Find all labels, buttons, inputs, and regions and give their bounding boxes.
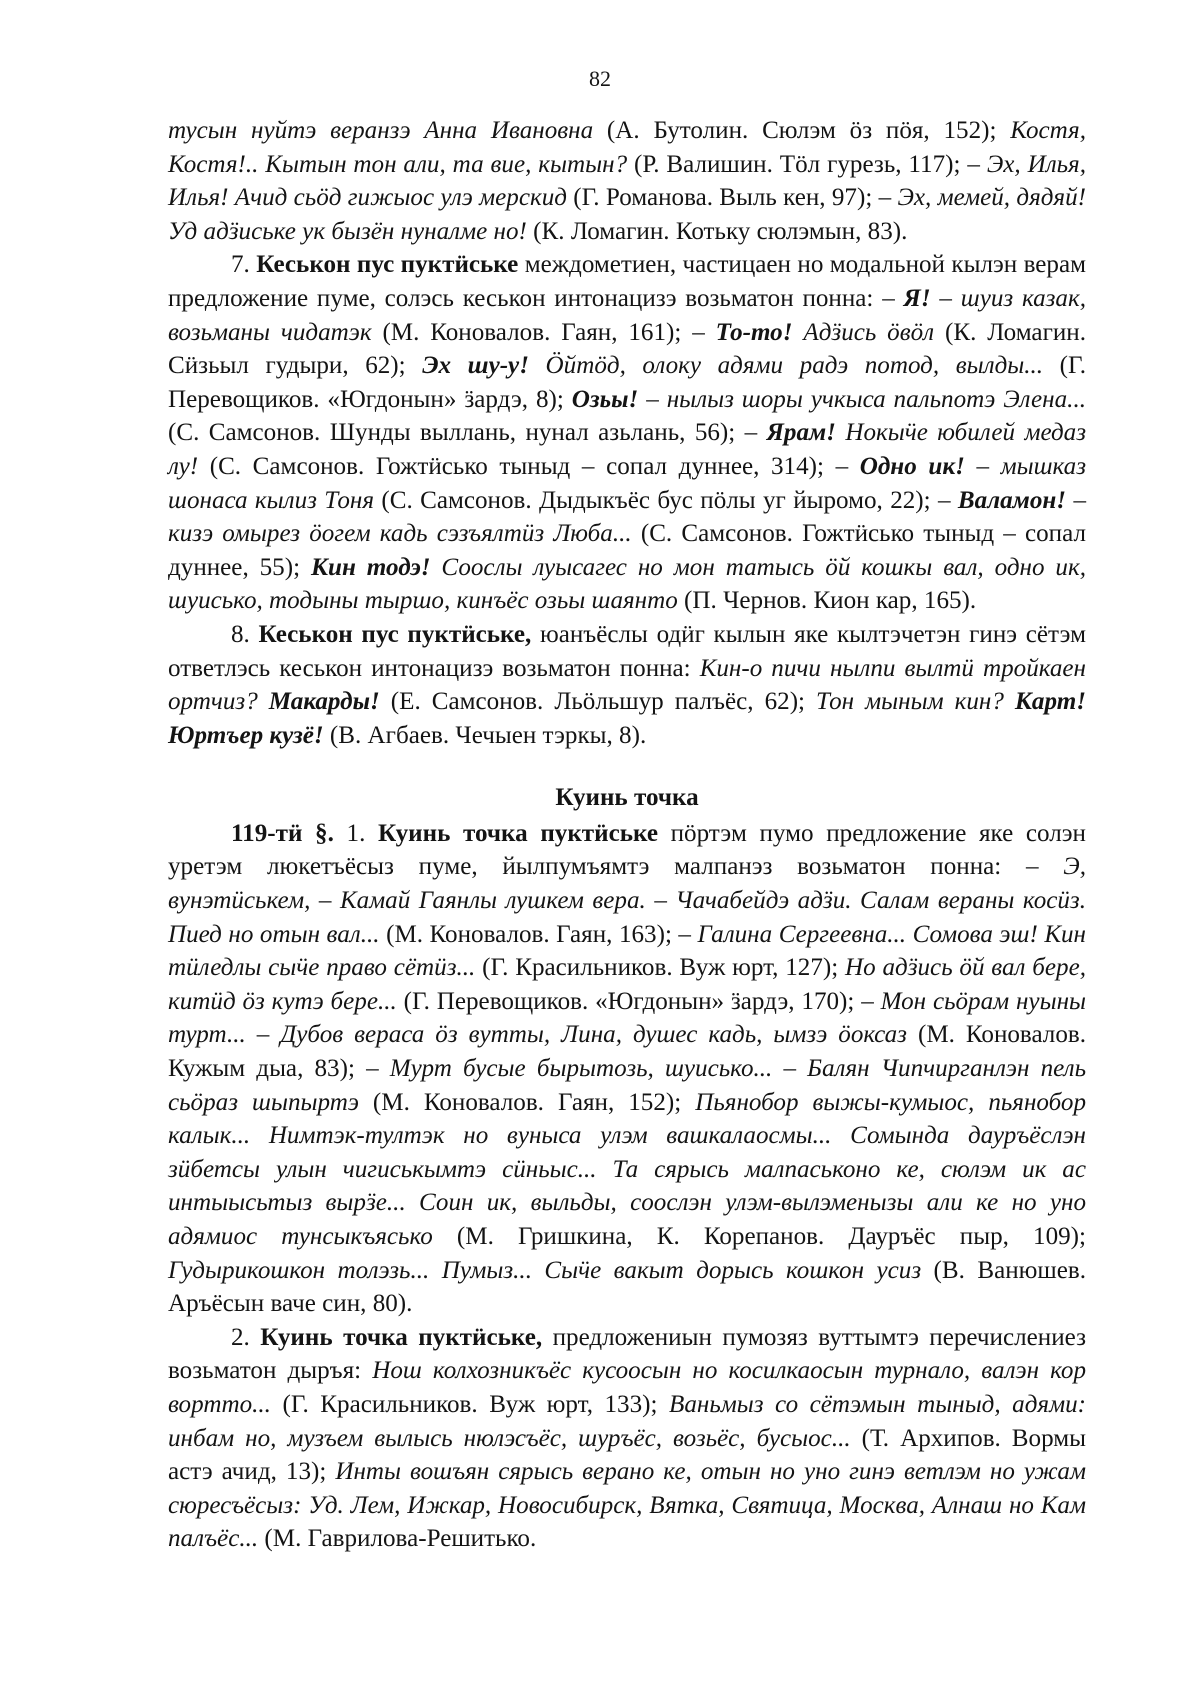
text-run: Пьянобор выжы-кумыос, пьянобор калык... Нимтэк-тултэк но вуныса улэм вашкалаосмы... Сомында дауръёслэн зӥбетсы улын чигиськымтэ сӥньыс... Та сярысь малпаськоно ке, сюлэм ик ас интыысьтыз вырӟе... Соин ик, выльды, cооcлэн улэм-вылэменызы али ке но уно адямиос тунсыкъясько bbox=[168, 1088, 1086, 1250]
text-run: (Г. Перевощиков. «Югдонын» ӟардэ, 8); bbox=[168, 352, 1086, 413]
text-run: – шуиз казак, возьманы чидатэк bbox=[168, 284, 1086, 346]
text-run: (М. Гришкина, К. Корепанов. Дауръёс пыр, 109); bbox=[432, 1223, 1086, 1250]
text-run: – нылыз шоры учкыса пальпотэ Элена... bbox=[638, 385, 1087, 413]
text-block bbox=[168, 114, 1086, 1556]
text-run: Я! bbox=[903, 284, 931, 312]
text-run: Мон сьöрам нуыны турт... – Дубов вераса öз вутты, Лина, душес кадь, ымзэ ӧоксаз bbox=[168, 987, 1087, 1049]
text-run: Э, вунэтӥськем, – Камай Гаянлы лушкем вера. – Чачабейдэ адӟи. Салам вераны косӥз. Пиед но отын вал... bbox=[168, 853, 1086, 948]
text-run: Кин тодэ! bbox=[310, 553, 431, 581]
text-run: – мышказ шонаса кылиз Тоня bbox=[168, 452, 1087, 514]
text-run: 2. bbox=[231, 1323, 261, 1351]
text-run: 119-тӥ §. bbox=[231, 819, 334, 847]
text-run: Эх, Илья, Илья! Ачид сьöд гижыос улэ мерскид bbox=[168, 150, 1086, 212]
text-run: Ваньмыз со сётэмын тыныд, адями: инбам но, музъем вылысь нюлэсъёс, шуръёс, возьёс, бусыос... bbox=[168, 1390, 1086, 1452]
text-run: пöртэм пумо предложение яке солэн уретэм люкетъёсыз пуме, йылпумъямтэ малпанэз возьматон понна: – bbox=[168, 819, 1086, 881]
text-run: (М. Коновалов. Гаян, 152); bbox=[358, 1088, 696, 1116]
text-run: (М. Коновалов. Кужым дыа, 83); – bbox=[168, 1021, 1086, 1083]
text-run: Адӟись öвöл bbox=[792, 318, 935, 346]
text-run: То-то! bbox=[715, 318, 793, 346]
text-run: (С. Самсонов. Гожтӥсько тыныд – сопал дуннее, 55); bbox=[168, 520, 1086, 581]
text-run: (В. Ванюшев. Аръёсын ваче син, 80). bbox=[168, 1256, 1086, 1318]
text-run: Галина Сергеевна... Сомова эш! Кин тӥледлы сыӵе право сётӥз... bbox=[168, 920, 1086, 982]
text-run: Ярам! bbox=[766, 419, 836, 447]
text-run: (Г. Романова. Выль кен, 97); – bbox=[566, 184, 898, 212]
text-run: Кеськон пус пуктӥське, bbox=[258, 620, 532, 648]
text-run: Валамон! bbox=[957, 486, 1067, 514]
text-run: – кизэ омырез ӧогем кадь сэзъялтӥз Люба... bbox=[168, 486, 1086, 548]
page-number: 82 bbox=[589, 66, 611, 91]
text-run: (Р. Валишин. Тöл гурезь, 117); – bbox=[627, 150, 987, 178]
text-run: Но адӟись öй вал бере, китӥд öз кутэ бере... bbox=[168, 954, 1087, 1015]
section-heading: Куинь точка bbox=[555, 784, 699, 812]
text-run: 7. bbox=[231, 251, 257, 279]
text-run: Озьы! bbox=[571, 385, 639, 413]
text-run: Öйтöд, олоку адями радэ потод, вылды... bbox=[528, 352, 1044, 380]
text-run: Инты вошъян сярысь верано ке, отын но уно гинэ ветлэм но ужам сюресъёсыз: Уд. Лем, Ижкар, Новосибирск, Вятка, Святица, Москва, Алнаш но Кам палъёс... bbox=[168, 1458, 1086, 1553]
text-run: Гудырикошкон толэзь... Пумыз... Сыӵе вакыт дорысь кошкон усиз bbox=[168, 1256, 922, 1284]
text-run: Нокыӵе юбилей медаз лу! bbox=[168, 419, 1086, 480]
text-run: (П. Чернов. Кион кар, 165). bbox=[677, 587, 977, 615]
text-run: междометиен, частицаен но модальной кылэн верам предложение пуме, солэсь кеськон интонацизэ возьматон понна: – bbox=[168, 251, 1086, 312]
text-run: Мурт бусые бырытозь, шуисько... – Балян Чипчирганлэн пель сьöраз шыпыртэ bbox=[168, 1055, 1086, 1116]
text-run: Эх шу-у! bbox=[422, 352, 529, 380]
text-run: предложениын пумозяз вуттымтэ перечислениез возьматон дыръя: bbox=[168, 1323, 1086, 1385]
text-run: (А. Бутолин. Сюлэм öз пöя, 152); bbox=[593, 117, 1011, 144]
text-run: (Г. Красильников. Вуж юрт, 133); bbox=[270, 1390, 669, 1418]
text-run: Сооcлы луысагес но мон татысь öй кошкы вал, одно ик, шуисько, тодыны тыршо, кинъёс озьы шаянто bbox=[168, 553, 1086, 615]
paragraph-section-119-1 bbox=[168, 817, 1086, 1321]
text-run: (М. Коновалов. Гаян, 163); – bbox=[379, 920, 698, 948]
text-run: Костя, Костя!.. Кытын тон али, та вие, кытын? bbox=[168, 117, 1086, 178]
text-run: (С. Самсонов. Гожтӥсько тыныд – сопал дуннее, 314); – bbox=[198, 452, 860, 480]
text-run: (Г. Красильников. Вуж юрт, 127); bbox=[475, 954, 846, 982]
text-run: Макарды! bbox=[268, 688, 380, 716]
text-run: (К. Ломагин. Сӥзьыл гудыри, 62); bbox=[168, 318, 1086, 380]
text-run: юанъёслы одӥг кылын яке кылтэчетэн гинэ сётэм ответлэсь кеськон интонацизэ возьматон понна: bbox=[168, 620, 1087, 682]
paragraph-rule-8 bbox=[168, 618, 1086, 752]
text-run: (Т. Архипов. Вормы астэ ачид, 13); bbox=[168, 1424, 1086, 1486]
text-run: Карт! Юртъер кузё! bbox=[168, 688, 1086, 749]
text-run: Кин-о пичи нылпи вылтӥ тройкаен ортчиз? bbox=[168, 654, 1086, 716]
text-run: (К. Ломагин. Котьку сюлэмын, 83). bbox=[526, 217, 908, 245]
text-run: тусын нуйтэ веранзэ Анна Ивановна bbox=[168, 117, 594, 144]
text-run: (Е. Самсонов. Льöльшур палъёс, 62); bbox=[379, 688, 817, 716]
text-run: (С. Самсонов. Дыдыкъёс бус пöлы уг йыромо, 22); – bbox=[373, 486, 958, 514]
text-run: (В. Агбаев. Чечыен тэркы, 8). bbox=[323, 721, 647, 749]
text-run: Кеськон пус пуктӥське bbox=[256, 251, 519, 279]
text-run: Эх, мемей, дядяй! Уд адӟиське ук бызëн нуналме но! bbox=[168, 184, 1086, 245]
text-run: (Г. Перевощиков. «Югдонын» ӟардэ, 170); – bbox=[396, 987, 881, 1015]
text-run: (М. Коновалов. Гаян, 161); – bbox=[371, 318, 716, 346]
text-run: Нош колхозникъёс кусоосын но косилкаосын турнало, валэн кор вортто... bbox=[168, 1357, 1086, 1418]
text-run: Куинь точка пуктӥське, bbox=[260, 1323, 543, 1351]
text-run: 8. bbox=[231, 620, 259, 648]
text-run: Куинь точка пуктӥське bbox=[378, 819, 658, 847]
text-run: 1. bbox=[333, 819, 379, 847]
paragraph-rule-7 bbox=[168, 248, 1086, 618]
text-run: Тон мыным кин? bbox=[816, 688, 1015, 716]
text-run: Одно ик! bbox=[859, 452, 965, 480]
text-run: (С. Самсонов. Шунды выллань, нунал азьлань, 56); – bbox=[168, 419, 767, 447]
paragraph-continuation bbox=[168, 114, 1086, 248]
text-run: (М. Гаврилова-Решитько. bbox=[258, 1525, 537, 1553]
paragraph-section-119-2 bbox=[168, 1321, 1086, 1556]
